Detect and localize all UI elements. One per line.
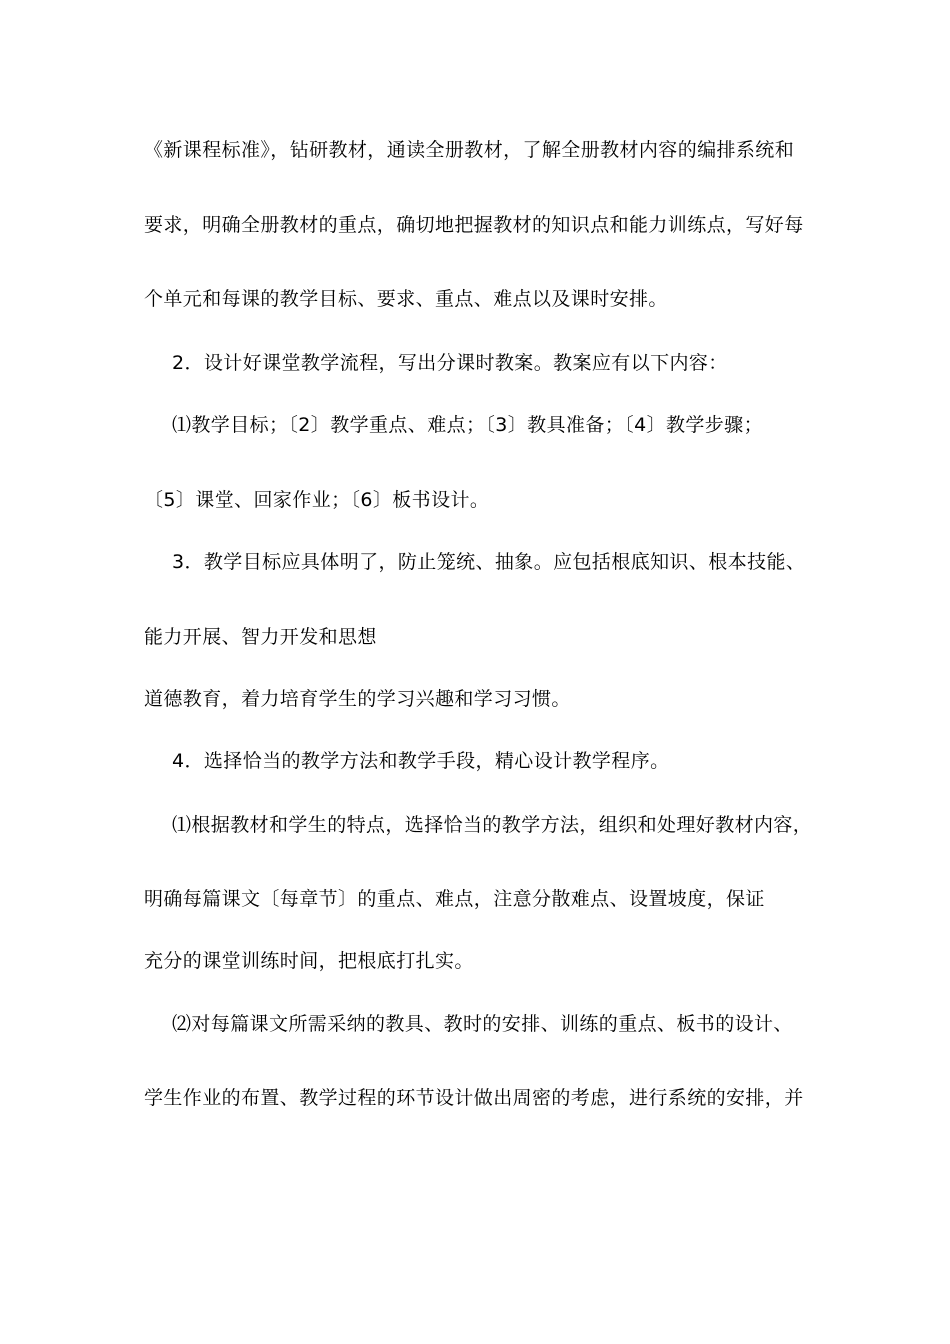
text-line: 《新课程标准》，钻研教材，通读全册教材，了解全册教材内容的编排系统和 (144, 139, 795, 161)
text-line: 3．教学目标应具体明了，防止笼统、抽象。应包括根底知识、根本技能、 (172, 551, 806, 573)
text-line: 个单元和每课的教学目标、要求、重点、难点以及课时安排。 (144, 288, 668, 310)
text-line: ⑴根据教材和学生的特点，选择恰当的教学方法，组织和处理好教材内容， (172, 814, 813, 836)
text-line: 〔5〕课堂、回家作业；〔6〕板书设计。 (144, 489, 490, 511)
text-line: 充分的课堂训练时间，把根底打扎实。 (144, 950, 474, 972)
text-line: 要求，明确全册教材的重点，确切地把握教材的知识点和能力训练点，写好每 (144, 214, 804, 236)
text-line: 道德教育，着力培育学生的学习兴趣和学习习惯。 (144, 688, 571, 710)
text-line: ⑵对每篇课文所需采纳的教具、教时的安排、训练的重点、板书的设计、 (172, 1013, 793, 1035)
text-line: 4．选择恰当的教学方法和教学手段，精心设计教学程序。 (172, 750, 670, 772)
text-line: 明确每篇课文〔每章节〕的重点、难点，注意分散难点、设置坡度，保证 (144, 888, 765, 910)
text-line: 2．设计好课堂教学流程，写出分课时教案。教案应有以下内容： (172, 352, 728, 374)
text-line: 能力开展、智力开发和思想 (144, 626, 377, 648)
text-line: 学生作业的布置、教学过程的环节设计做出周密的考虑，进行系统的安排，并 (144, 1087, 804, 1109)
text-line: ⑴教学目标；〔2〕教学重点、难点；〔3〕教具准备；〔4〕教学步骤； (172, 414, 763, 436)
